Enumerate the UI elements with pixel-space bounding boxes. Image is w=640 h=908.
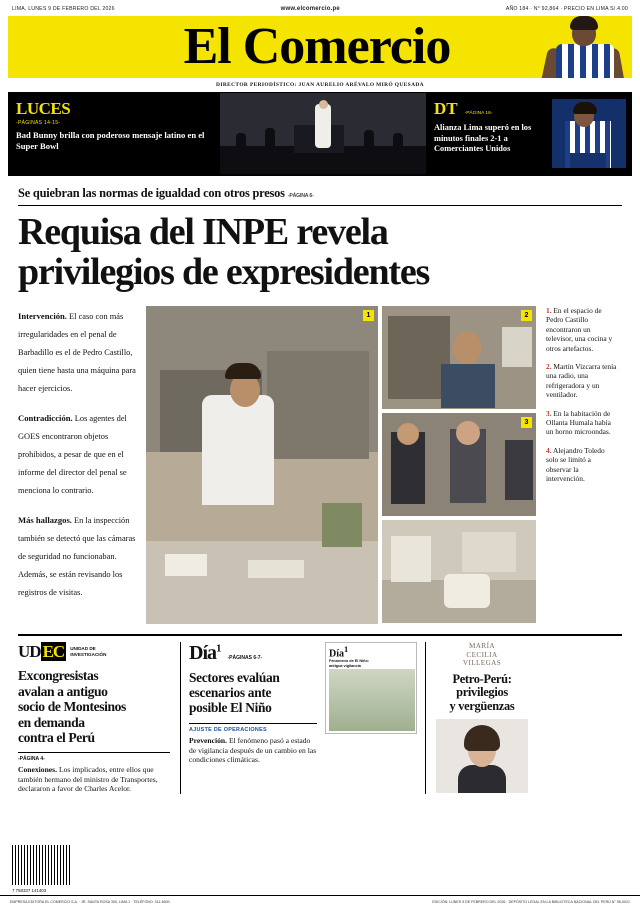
udec-logo: UD EC xyxy=(18,642,65,661)
luces-label: LUCES xyxy=(16,99,71,118)
note-3-number: 3. xyxy=(546,408,552,418)
footer-left: EMPRESA EDITORA EL COMERCIO S.A. · JR. SANTA ROSA 300, LIMA 1 · TELÉFONO: 311-6500 xyxy=(10,900,170,904)
photo-celda-castillo xyxy=(382,306,536,409)
dt-label: DT xyxy=(434,99,458,118)
photo-badge-1: 1 xyxy=(363,310,374,321)
udec-logo-block xyxy=(18,642,170,662)
promo-luces[interactable] xyxy=(8,93,220,174)
opinion-author-l2: CECILIA xyxy=(466,650,498,659)
headline-line-1: Requisa del INPE revela xyxy=(18,211,388,253)
headline-line-2: privilegios de expresidentes xyxy=(18,251,430,293)
dia1-mini-cover xyxy=(325,642,417,794)
promo-dt[interactable] xyxy=(426,93,632,174)
opinion-author-portrait xyxy=(436,719,528,793)
note-1-text: En el espacio de Pedro Castillo encontraron un televisor, una cocina y otros artefactos. xyxy=(546,306,613,353)
opinion-headline-l2: privilegios xyxy=(456,685,508,700)
photo-caption-notes xyxy=(546,306,618,624)
blurb-1-lead: Intervención. xyxy=(18,311,67,321)
udec-body-text: Los implicados, entre ellos que también hermano del ministro de Transportes, declararon a favor de Charles Acelor. xyxy=(18,764,158,794)
udec-page: -PÁGINA 4- xyxy=(18,752,170,762)
kicker-divider xyxy=(18,205,622,206)
opinion-headline-l3: y vergüenzas xyxy=(449,698,515,713)
note-4 xyxy=(546,446,618,484)
barcode-number: 7 758337 141403 xyxy=(12,888,47,893)
luces-text: Bad Bunny brilla con poderoso mensaje latino en el Super Bowl xyxy=(16,130,205,151)
blurb-intervencion xyxy=(18,306,136,396)
mini-cover-image xyxy=(329,669,415,731)
promo-strip xyxy=(8,92,632,176)
blurb-2-lead: Contradicción. xyxy=(18,413,73,423)
udec-subtitle: UNIDAD DE INVESTIGACIÓN xyxy=(70,646,107,657)
newspaper-title: El Comercio xyxy=(183,18,451,75)
lead-kicker xyxy=(18,186,622,201)
opinion-author xyxy=(436,642,528,668)
blurb-contradiccion xyxy=(18,408,136,498)
story-dia1[interactable] xyxy=(180,642,426,794)
dt-pages: -PÁGINA 16- xyxy=(464,111,493,116)
lead-blurb-column xyxy=(18,306,136,624)
barcode xyxy=(12,845,70,885)
udec-body xyxy=(18,765,170,794)
edition-number-price: AÑO 184 · N° 92,864 · PRECIO EN LIMA S/.4.00 xyxy=(505,6,628,12)
mini-cover-title: Día$^1$ xyxy=(329,645,349,660)
opinion-headline-l1: Petro-Perú: xyxy=(452,671,512,686)
luces-pages: -PÁGINAS 14-15- xyxy=(16,120,61,126)
person-shirt xyxy=(202,395,274,505)
note-2-text: Martín Vizcarra tenía una radio, una refrigeradora y un ventilador. xyxy=(546,362,617,400)
blurb-3-text: En la inspección también se detectó que las cámaras de seguridad no funcionaban. Además, se están revisando los registros de visitas. xyxy=(18,516,136,597)
story-udec[interactable] xyxy=(18,642,170,794)
dia1-headline xyxy=(189,670,317,715)
top-info-bar xyxy=(0,0,640,16)
dia1-body xyxy=(189,736,317,765)
note-2 xyxy=(546,362,618,400)
bottom-section xyxy=(18,634,622,794)
note-1-number: 1. xyxy=(546,306,552,315)
blurb-3-lead: Más hallazgos. xyxy=(18,515,72,525)
opinion-headline xyxy=(436,673,528,714)
opinion-author-l3: VILLEGAS xyxy=(462,659,502,668)
udec-headline-l3: socio de Montesinos xyxy=(18,699,126,715)
udec-headline-l2: avalan a antiguo xyxy=(18,683,108,699)
dia1-pages: -PÁGINAS 6-7- xyxy=(227,655,263,661)
dia1-body-text: El fenómeno pasó a estado de vigilancia después de un cambio en las condiciones climáticas. xyxy=(189,736,317,765)
photo-requisa-principal xyxy=(146,306,378,624)
note-4-number: 4. xyxy=(546,445,552,455)
lead-photo-group xyxy=(146,306,536,624)
udec-body-lead: Conexiones. xyxy=(18,764,58,774)
masthead xyxy=(8,16,632,78)
udec-headline xyxy=(18,668,170,746)
footer-right: EDICIÓN: LUNES 9 DE FEBRERO DEL 2026 · DEPÓSITO LEGAL EN LA BIBLIOTECA NACIONAL DEL PERÚ N° 95-0021 xyxy=(432,900,630,904)
udec-headline-l5: contra el Perú xyxy=(18,730,95,746)
photo-thumbnails xyxy=(382,306,536,624)
lead-story-body xyxy=(18,306,622,624)
blurb-mas-hallazgos xyxy=(18,510,136,600)
note-3 xyxy=(546,409,618,437)
opinion-author-l1: MARÍA xyxy=(469,642,495,650)
dia1-body-lead: Prevención. xyxy=(189,736,228,745)
photo-cuarto-intervencion xyxy=(382,520,536,623)
edition-date: LIMA, LUNES 9 DE FEBRERO DEL 2026 xyxy=(12,6,115,12)
note-2-number: 2. xyxy=(546,362,552,372)
blurb-1-text: El caso con más irregularidades en el penal de Barbadillo es el de Pedro Castillo, quien tiene hasta una máquina para hacer ejercicios. xyxy=(18,312,136,393)
mini-cover-subtitle: Fenómeno de El Niño: antigua vigilancia xyxy=(329,659,370,668)
opinion-column[interactable] xyxy=(436,642,528,794)
dt-player-photo xyxy=(552,99,626,168)
superbowl-photo xyxy=(220,93,426,174)
dia1-headline-l2: escenarios ante xyxy=(189,685,272,700)
udec-headline-l1: Excongresistas xyxy=(18,668,99,683)
udec-headline-l4: en demanda xyxy=(18,714,85,730)
lead-kicker-text: Se quiebran las normas de igualdad con otros presos xyxy=(18,186,285,200)
page-footer xyxy=(0,895,640,907)
photo-badge-2: 2 xyxy=(521,310,532,321)
blurb-2-text: Los agentes del GOES encontraron objetos prohibidos, a pesar de que en el informe del director del penal se menciona lo contrario. xyxy=(18,414,127,495)
dia1-headline-l3: posible El Niño xyxy=(189,700,272,715)
lead-headline xyxy=(18,212,622,292)
note-4-text: Alejandro Toledo solo se limitó a observar la intervención. xyxy=(546,445,605,484)
photo-agentes-goes xyxy=(382,413,536,516)
note-3-text: En la habitación de Ollanta Humala había un horno microondas. xyxy=(546,408,611,437)
dia1-headline-l1: Sectores evalúan xyxy=(189,670,280,685)
lead-kicker-page: -PÁGINA 6- xyxy=(287,193,314,199)
photo-badge-3: 3 xyxy=(521,417,532,428)
dt-text: Alianza Lima superó en los minutos finales 2-1 a Comerciantes Unidos xyxy=(434,123,532,154)
dia1-section-label: AJUSTE DE OPERACIONES xyxy=(189,723,317,733)
note-1 xyxy=(546,306,618,353)
website-url[interactable]: www.elcomercio.pe xyxy=(280,6,340,12)
dia1-logo: Día$^1$ xyxy=(189,642,221,664)
football-player-photo xyxy=(542,16,628,78)
director-line: DIRECTOR PERIODÍSTICO: JUAN AURELIO ARÉVALO MIRÓ QUESADA xyxy=(216,82,424,88)
